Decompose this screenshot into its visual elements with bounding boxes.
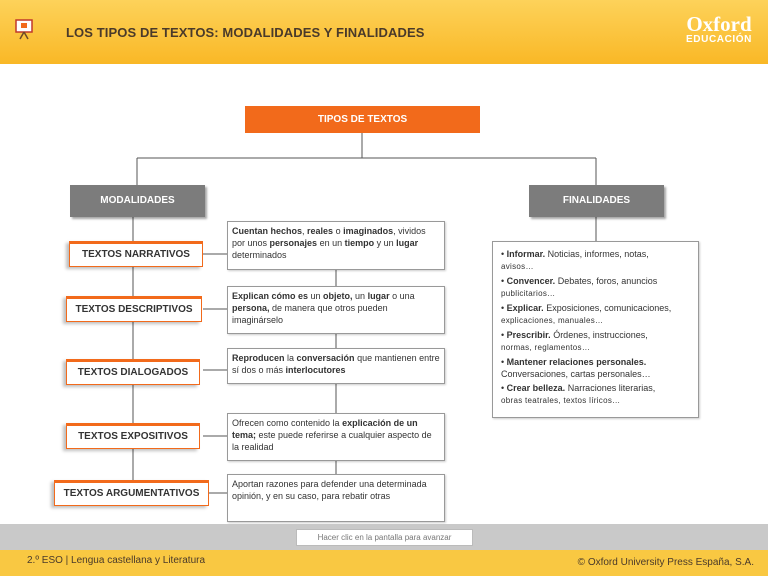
- modalidades-header: MODALIDADES: [70, 185, 205, 217]
- bullet-icon: •: [501, 303, 507, 313]
- oxford-logo: [686, 14, 752, 45]
- finalidad-title: Prescribir.: [506, 330, 551, 340]
- finalidad-text: Exposiciones, comunicaciones,: [543, 303, 672, 313]
- description-segment: en un: [317, 238, 345, 248]
- description-descriptivos: [227, 286, 445, 334]
- description-segment: Explican cómo es: [232, 291, 309, 301]
- description-segment: explicación de un tema;: [232, 418, 418, 440]
- description-segment: reales: [307, 226, 334, 236]
- description-segment: conversación: [296, 353, 355, 363]
- description-segment: ,: [302, 226, 308, 236]
- modalidad-argumentativos: TEXTOS ARGUMENTATIVOS: [54, 480, 209, 506]
- copyright-label: © Oxford University Press España, S.A.: [577, 557, 754, 568]
- finalidad-text: Narraciones literarias,: [565, 383, 656, 393]
- description-segment: y un: [374, 238, 397, 248]
- finalidad-examples: avisos…: [501, 262, 534, 271]
- finalidad-text: Noticias, informes, notas,: [545, 249, 649, 259]
- advance-button[interactable]: Hacer clic en la pantalla para avanzar: [296, 529, 473, 546]
- finalidad-text: Debates, foros, anuncios: [555, 276, 658, 286]
- finalidades-header: FINALIDADES: [529, 185, 664, 217]
- finalidad-item: [501, 275, 690, 300]
- description-segment: tiempo: [344, 238, 375, 248]
- description-segment: persona,: [232, 303, 270, 313]
- finalidad-title: Mantener relaciones personales.: [506, 357, 647, 367]
- description-segment: o: [333, 226, 344, 236]
- logo-line2: EDUCACIÓN: [686, 34, 752, 45]
- finalidad-examples: explicaciones, manuales…: [501, 316, 604, 325]
- description-argumentativos: [227, 474, 445, 522]
- bullet-icon: •: [501, 330, 507, 340]
- description-segment: la: [284, 353, 297, 363]
- description-segment: lugar: [367, 291, 390, 301]
- description-segment: un: [308, 291, 324, 301]
- finalidad-item: [501, 329, 690, 354]
- description-expositivos: [227, 413, 445, 461]
- finalidad-item: [501, 302, 690, 327]
- description-segment: un: [352, 291, 368, 301]
- description-segment: , vividos por unos: [232, 226, 426, 248]
- description-segment: Aportan razones para defender una determinada opinión, y en su caso, para rebatir otras: [232, 479, 427, 501]
- finalidad-examples: normas, reglamentos…: [501, 343, 591, 352]
- description-segment: que mantienen entre sí dos o más: [232, 353, 440, 375]
- description-segment: personajes: [269, 238, 318, 248]
- finalidad-examples: obras teatrales, textos líricos…: [501, 396, 621, 405]
- description-segment: Reproducen: [232, 353, 285, 363]
- finalidades-list: [492, 241, 699, 418]
- description-segment: este puede referirse a cualquier aspecto de la realidad: [232, 430, 432, 452]
- description-segment: determinados: [232, 250, 287, 260]
- modalidad-dialogados: TEXTOS DIALOGADOS: [66, 359, 200, 385]
- bullet-icon: •: [501, 249, 507, 259]
- modalidad-narrativos: TEXTOS NARRATIVOS: [69, 241, 203, 267]
- finalidad-title: Convencer.: [506, 276, 556, 286]
- finalidad-text: Órdenes, instrucciones,: [550, 330, 648, 340]
- finalidad-title: Crear belleza.: [506, 383, 566, 393]
- finalidad-item: [501, 382, 690, 407]
- bullet-icon: •: [501, 276, 507, 286]
- description-dialogados: [227, 348, 445, 384]
- course-label: 2.º ESO | Lengua castellana y Literatura: [27, 555, 206, 566]
- finalidad-title: Explicar.: [506, 303, 544, 313]
- presentation-icon[interactable]: [15, 18, 33, 40]
- finalidad-examples: publicitarios…: [501, 289, 556, 298]
- bullet-icon: •: [501, 383, 507, 393]
- finalidad-title: Informar.: [506, 249, 546, 259]
- root-node: TIPOS DE TEXTOS: [245, 106, 480, 133]
- description-segment: Ofrecen como contenido la: [232, 418, 343, 428]
- modalidad-descriptivos: TEXTOS DESCRIPTIVOS: [66, 296, 202, 322]
- finalidad-item: [501, 356, 690, 380]
- finalidad-text: Conversaciones, cartas personales…: [501, 369, 651, 379]
- description-segment: o una: [389, 291, 415, 301]
- description-segment: objeto,: [323, 291, 353, 301]
- page-title: LOS TIPOS DE TEXTOS: MODALIDADES Y FINALIDADES: [66, 25, 425, 40]
- logo-line1: Oxford: [686, 12, 752, 36]
- description-segment: de manera que otros pueden imaginárselo: [232, 303, 388, 325]
- description-segment: Cuentan hechos: [232, 226, 303, 236]
- finalidad-item: [501, 248, 690, 273]
- description-segment: lugar: [396, 238, 419, 248]
- description-segment: interlocutores: [285, 365, 346, 375]
- header-bar: [0, 0, 768, 64]
- description-segment: imaginados: [343, 226, 394, 236]
- bullet-icon: •: [501, 357, 507, 367]
- modalidad-expositivos: TEXTOS EXPOSITIVOS: [66, 423, 200, 449]
- description-narrativos: [227, 221, 445, 270]
- footer: [0, 550, 768, 576]
